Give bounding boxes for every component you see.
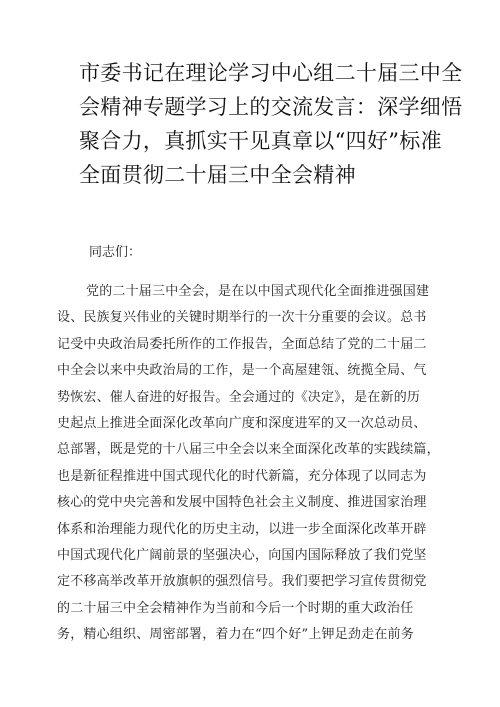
- title-line: 全面贯彻二十届三中全会精神: [79, 163, 356, 187]
- document-title: [79, 56, 463, 192]
- body-line: 势恢宏、催人奋进的好报告。全会通过的《决定》，是在新的历: [57, 389, 421, 405]
- title-line: 聚合力，真抓实干见真章以“四好”标准: [79, 129, 442, 153]
- body-line: 务，精心组织、周密部署，着力在“四个好”上钾足劲走在前务: [57, 627, 414, 643]
- body-line: 史起点上推进全面深化改革向广度和深度进军的又一次总动员、: [57, 415, 427, 431]
- title-line: 市委书记在理论学习中心组二十届三中全: [79, 61, 463, 85]
- title-line: 会精神专题学习上的交流发言：深学细悟: [79, 95, 463, 119]
- body-line: 也是新征程推进中国式现代化的时代新篇，充分体现了以同志为: [57, 468, 427, 484]
- salutation: 同志们：: [89, 245, 142, 260]
- body-line: 中全会以来中央政治局的工作，是一个高屋建瓴、统揽全局、气: [57, 363, 427, 379]
- body-line: 中国式现代化广阔前景的坚强决心，向国内国际释放了我们党坚: [57, 547, 427, 563]
- body-line: 总部署，既是党的十八届三中全会以来全面深化改革的实践续篇，: [57, 442, 440, 458]
- body-line: 设、民族复兴伟业的关键时期举行的一次十分重要的会议。总书: [57, 310, 427, 326]
- body-line: 定不移高举改革开放旗帜的强烈信号。我们要把学习宣传贯彻党: [57, 574, 427, 590]
- body-line: 的二十届三中全会精神作为当前和今后一个时期的重大政治任: [57, 600, 414, 616]
- body-line: 记受中央政治局委托所作的工作报告，全面总结了党的二十届二: [57, 336, 427, 352]
- body-line: 核心的党中央完善和发展中国特色社会主义制度、推进国家治理: [57, 495, 427, 511]
- body-paragraph: [57, 279, 447, 648]
- body-line: 党的二十届三中全会，是在以中国式现代化全面推进强国建: [86, 284, 430, 299]
- body-line: 体系和治理能力现代化的历史主动，以进一步全面深化改革开辟: [57, 521, 427, 537]
